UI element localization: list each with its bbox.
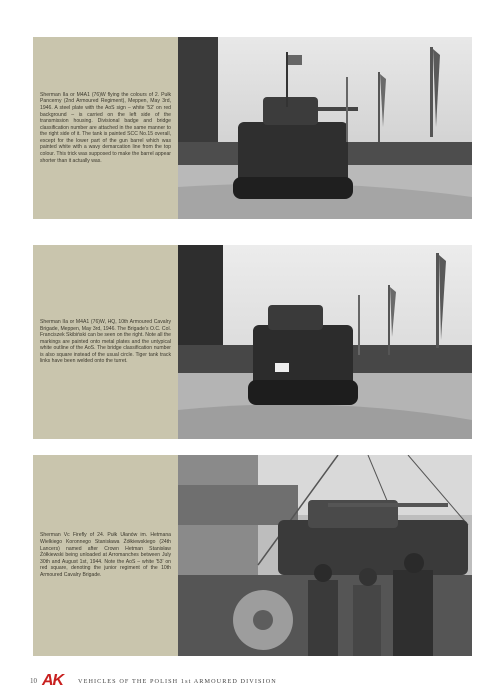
photo-3: [178, 455, 472, 656]
photo-panel-3: [33, 455, 472, 656]
page-footer: [0, 672, 495, 692]
photo-caption-3: Sherman Vc Firefly of 24. Pułk Ułanów im. Hetmana Wielkiego Koronnego Stanisława Żółkiewskiego (24th Lancers) named after Crown Hetman Stanisław Żółkiewski being unloaded at Arromanches between July 30th and August 1st, 1944. Note the AoS – white '53' on red square, denoting the junior regiment of the 10th Armoured Cavalry Brigade.: [40, 532, 171, 578]
page-number: 10: [30, 677, 37, 685]
photo-2: [178, 245, 472, 439]
photo-caption-2: Sherman IIa or M4A1 (76)W, HQ, 10th Armoured Cavalry Brigade, Meppen, May 3rd, 1946. The Brigade's O.C. Col. Franciszek Skibiński can be seen on the right. Note all the markings are painted onto metal plates and the untypical white outline of the AoS. The bridge classification number is also square instead of the usual circle. Tiger tank track links have been welded onto the turret.: [40, 318, 171, 365]
photo-panel-2: [33, 245, 472, 439]
photo-caption-1: Sherman IIa or M4A1 (76)W flying the colours of 2. Pułk Pancerny (2nd Armoured Regiment), Meppen, May 3rd, 1946. A steel plate with the AoS sign – white '52' on red background – is carried on the left side of the transmission housing. Divisional badge and bridge classification number are attached in the same manner to the right side of it. The tank is painted SCC No.15 overall, except for the lower part of the gun barrel which was painted white with a wavy demarcation line from the top colour. This trick was supposed to make the barrel appear shorter than it actually was.: [40, 91, 171, 164]
ak-logo: AK: [42, 672, 64, 689]
photo-panel-1: [33, 37, 472, 219]
photo-1: [178, 37, 472, 219]
caption-box-2: [33, 245, 178, 439]
book-title: VEHICLES OF THE POLISH 1st ARMOURED DIVISION: [78, 678, 277, 685]
caption-box-1: [33, 37, 178, 219]
caption-box-3: [33, 455, 178, 656]
